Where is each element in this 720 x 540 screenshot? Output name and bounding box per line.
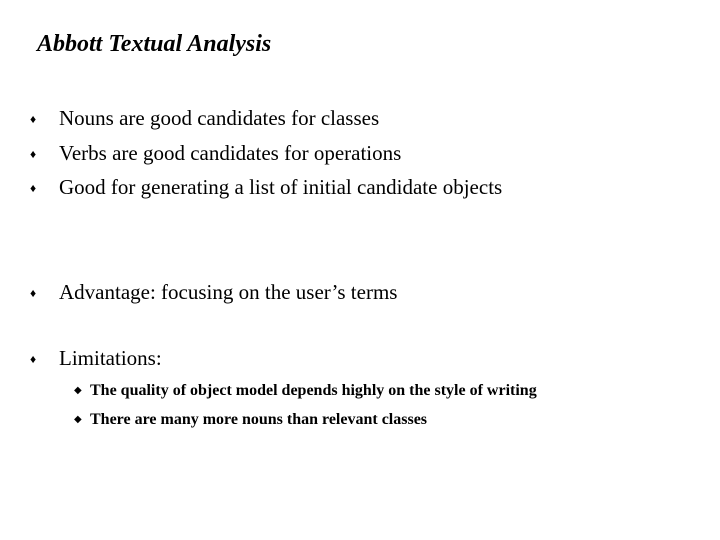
diamond-bullet-icon: ♦ — [30, 286, 37, 300]
diamond-bullet-icon: ♦ — [30, 181, 37, 195]
slide-title: Abbott Textual Analysis — [37, 31, 272, 57]
bullet-item — [30, 106, 379, 131]
bullet-text: Advantage: focusing on the user’s terms — [59, 280, 398, 304]
bullet-text: Good for generating a list of initial candidate objects — [59, 175, 503, 199]
bullet-text: Nouns are good candidates for classes — [59, 106, 380, 130]
diamond-bullet-icon: ♦ — [30, 147, 37, 161]
diamond-bullet-icon: ♦ — [30, 352, 37, 366]
bullet-text: Limitations: — [59, 346, 162, 370]
sub-bullet-item — [74, 410, 427, 429]
sub-bullet-text: The quality of object model depends highly on the style of writing — [90, 382, 537, 399]
diamond-sub-bullet-icon: ◆ — [74, 414, 82, 425]
diamond-bullet-icon: ♦ — [30, 112, 37, 126]
bullet-item — [30, 175, 502, 200]
bullet-item — [30, 141, 401, 166]
diamond-sub-bullet-icon: ◆ — [74, 385, 82, 396]
bullet-item — [30, 346, 162, 371]
sub-bullet-text: There are many more nouns than relevant classes — [90, 411, 428, 428]
bullet-text: Verbs are good candidates for operations — [59, 141, 402, 165]
bullet-item — [30, 280, 397, 305]
sub-bullet-item — [74, 381, 537, 400]
